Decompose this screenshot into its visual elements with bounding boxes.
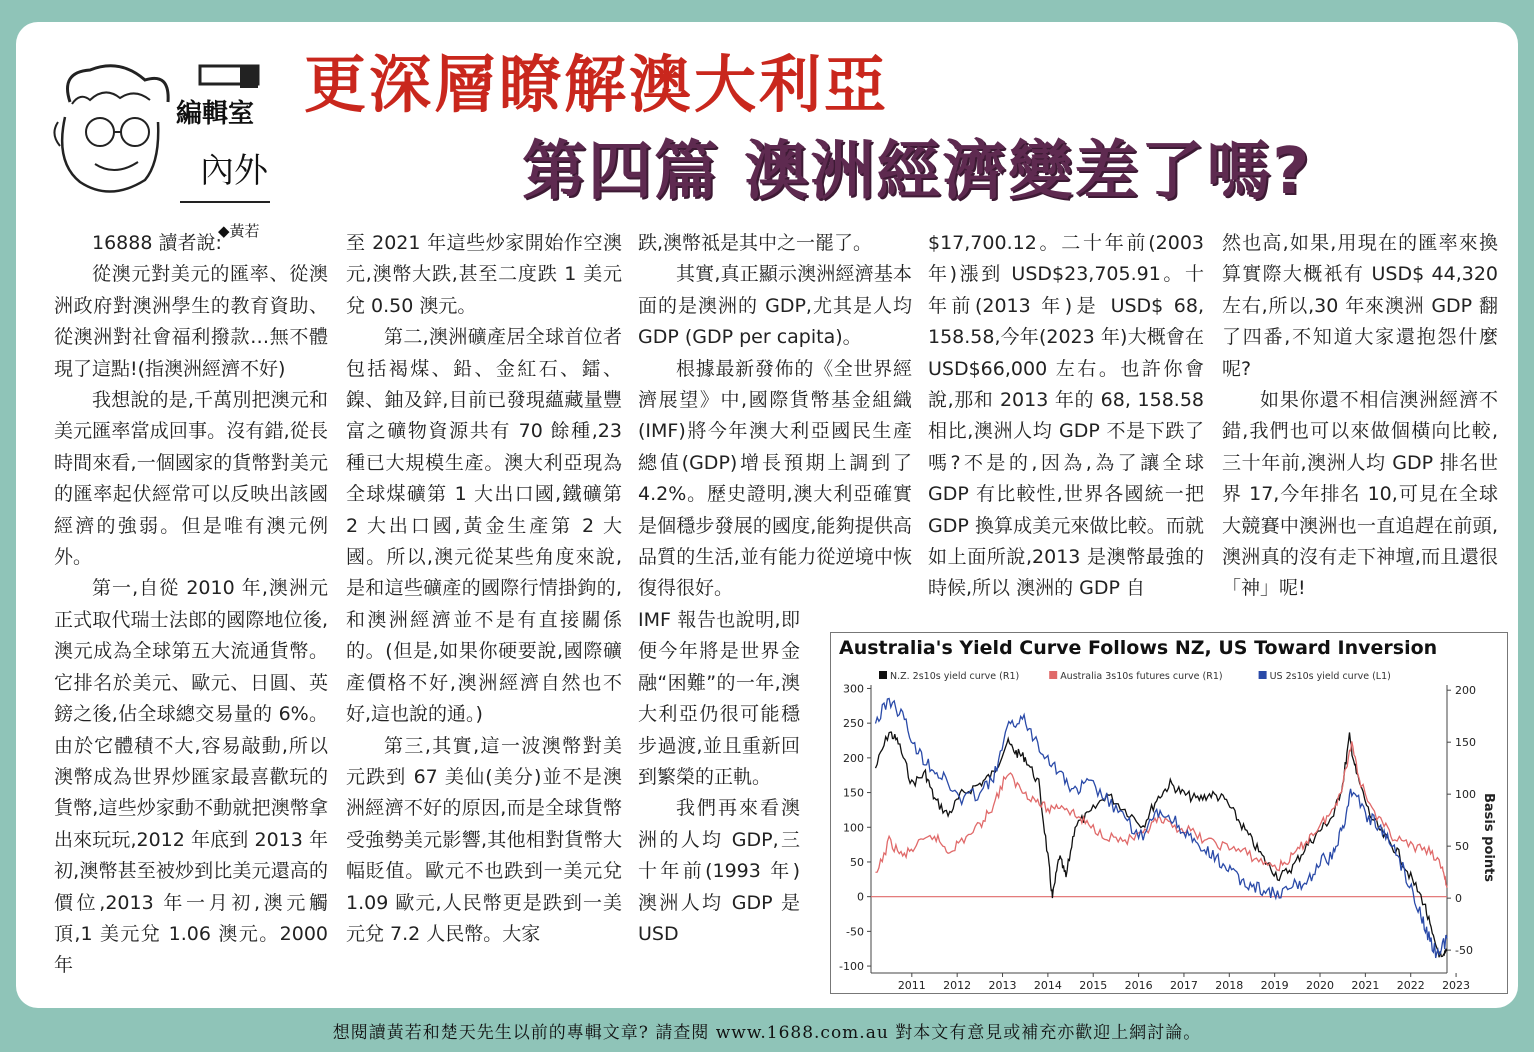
newspaper-page: [16, 22, 1518, 1008]
article-paragraph: 然也高,如果,用現在的匯率來換算實際大概衹有 USD$ 44,320 左右,所以,30 年來澳洲 GDP 翻了四番,不知道大家還抱怨什麼呢?: [1222, 232, 1498, 380]
chart-legend-label: N.Z. 2s10s yield curve (R1): [890, 671, 1020, 682]
chart-left-tick-label: 50: [850, 855, 864, 869]
chart-x-tick-label: 2023: [1442, 979, 1471, 992]
article-paragraph: 至 2021 年這些炒家開始作空澳元,澳幣大跌,甚至二度跌 1 美元兌 0.50 澳元。: [346, 232, 622, 317]
author-name: ◆黃若: [218, 222, 260, 240]
chart-left-tick-label: 200: [843, 751, 864, 765]
chart-x-tick-label: 2016: [1124, 979, 1153, 992]
chart-x-tick-label: 2018: [1215, 979, 1244, 992]
article-paragraph: 第一,自從 2010 年,澳洲元正式取代瑞士法郎的國際地位後,澳元成為全球第五大流通貨幣。它排名於美元、歐元、日圓、英鎊之後,佔全球總交易量的 6%。由於它體積不大,容易敲動,所以澳幣成為世界炒匯家最喜歡玩的貨幣,這些炒家動不動就把澳幣拿出來玩玩,2012 年底到 2013 年初,澳幣甚至被炒到比美元還高的價位,2013 年一月初,澳元觸頂,1 美元兌 1.06 澳元。2000 年: [54, 577, 328, 977]
article-paragraph: 如果你還不相信澳洲經濟不錯,我們也可以來做個橫向比較,三十年前,澳洲人均 GDP 排名世界 17,今年排名 10,可見在全球大競賽中澳洲也一直追趕在前頭,澳洲真的沒有走下神壇,而且還很「神」呢!: [1222, 389, 1498, 600]
article-paragraph: 第三,其實,這一波澳幣對美元跌到 67 美仙(美分)並不是澳洲經濟不好的原因,而是全球貨幣受強勢美元影響,其他相對貨幣大幅貶值。歐元不也跌到一美元兌 1.09 歐元,人民幣更是跌到一美元兌 7.2 人民幣。大家: [346, 734, 622, 945]
article-paragraph: 我們再來看澳洲的人均 GDP,三十年前(1993 年)澳洲人均 GDP 是 USD: [638, 797, 800, 945]
article-paragraph: 其實,真正顯示澳洲經濟基本面的是澳洲的 GDP,尤其是人均 GDP (GDP per capita)。: [638, 263, 912, 349]
chart-x-tick-label: 2020: [1306, 979, 1335, 992]
chart-legend-swatch: [879, 671, 887, 679]
chart-left-tick-label: -100: [839, 960, 864, 974]
chart-left-tick-label: 150: [843, 786, 864, 800]
article-paragraph: 跌,澳幣祗是其中之一罷了。: [638, 232, 873, 254]
chart-left-tick-label: -50: [846, 925, 864, 939]
article-paragraph: 第二,澳洲礦產居全球首位者包括褐煤、鉛、金紅石、鐳、鎳、鈾及鋅,目前已發現蘊藏量豐富之礦物資源共有 70 餘種,23 種已大規模生產。澳大利亞現為全球煤礦第 1 大出口國,鐵礦第 2 大出口國,黃金生產第 2 大國。所以,澳元從某些角度來說,是和這些礦產的國際行情掛鉤的,和澳洲經濟並不是有直接關係的。(但是,如果你硬要說,國際礦產價格不好,澳洲經濟自然也不好,這也說的通。): [346, 326, 622, 726]
chart-left-tick-label: 0: [857, 890, 864, 904]
article-column-3-top: [638, 228, 912, 605]
chart-right-axis-label: Basis points: [1481, 793, 1496, 883]
chart-x-tick-label: 2015: [1079, 979, 1108, 992]
author-caricature: [50, 62, 290, 240]
article-column-1: [54, 228, 328, 982]
chart-series-line: [876, 699, 1448, 959]
article-column-2: [346, 228, 622, 950]
chart-legend-swatch: [1049, 671, 1057, 679]
article-column-3-bottom: [638, 605, 800, 950]
chart-x-tick-label: 2022: [1396, 979, 1425, 992]
chart-left-tick-label: 100: [843, 821, 864, 835]
chart-right-tick-label: 100: [1455, 788, 1476, 802]
chart-right-tick-label: 200: [1455, 684, 1476, 698]
chart-series-line: [876, 732, 1448, 957]
chart-left-tick-label: 300: [843, 682, 864, 696]
chart-x-tick-label: 2017: [1169, 979, 1198, 992]
article-paragraph: 我想說的是,千萬別把澳元和美元匯率當成回事。沒有錯,從長時間來看,一個國家的貨幣對美元的匯率起伏經常可以反映出該國經濟的強弱。但是唯有澳元例外。: [54, 389, 328, 569]
chart-right-tick-label: 150: [1455, 736, 1476, 750]
chart-x-tick-label: 2012: [943, 979, 972, 992]
article-paragraph: 16888 讀者說:: [92, 232, 222, 254]
article-paragraph: $17,700.12。二十年前(2003 年)漲到 USD$23,705.91。十年前(2013 年)是 USD$ 68, 158.58,今年(2023 年)大概會在 USD$66,000 左右。也許你會說,那和 2013 年的 68, 158.58 相比,澳洲人均 GDP 不是下跌了嗎?不是的,因為,為了讓全球 GDP 有比較性,世界各國統一把 GDP 換算成美元來做比較。而就如上面所說,2013 是澳幣最強的時候,所以 澳洲的 GDP 自: [928, 232, 1204, 600]
column-sub: 內外: [200, 151, 268, 191]
chart-right-tick-label: 0: [1455, 892, 1462, 906]
article-paragraph: IMF 報告也說明,即便今年將是世界金融“困難”的一年,澳大利亞仍很可能穩步過渡,並且重新回到繁榮的正軌。: [638, 608, 800, 788]
chart-right-tick-label: 50: [1455, 840, 1469, 854]
chart-x-tick-label: 2021: [1351, 979, 1380, 992]
article-column-5: [1222, 228, 1498, 605]
chart-legend-label: US 2s10s yield curve (L1): [1269, 671, 1391, 682]
footer-note: 想閱讀黃若和楚天先生以前的專輯文章? 請查閱 www.1688.com.au 對本文有意見或補充亦歡迎上網討論。: [332, 1023, 1202, 1043]
article-paragraph: 從澳元對美元的匯率、從澳洲政府對澳洲學生的教育資助、從澳洲對社會福利撥款…無不體現了這點!(指澳洲經濟不好): [54, 263, 328, 380]
subheadline: 第四篇 澳洲經濟變差了嗎?: [522, 135, 1312, 209]
chart-left-tick-label: 250: [843, 717, 864, 731]
chart-legend-swatch: [1259, 671, 1267, 679]
chart-title: Australia's Yield Curve Follows NZ, US Toward Inversion: [839, 637, 1438, 659]
chart-right-tick-label: -50: [1455, 944, 1473, 958]
yield-curve-chart: [830, 632, 1508, 994]
chart-x-tick-label: 2019: [1260, 979, 1289, 992]
article-column-4: [928, 228, 1204, 605]
chart-x-tick-label: 2011: [897, 979, 926, 992]
chart-x-tick-label: 2013: [988, 979, 1017, 992]
chart-plot: [831, 633, 1507, 993]
headline: 更深層瞭解澳大利亞: [304, 48, 890, 121]
chart-legend-label: Australia 3s10s futures curve (R1): [1060, 671, 1223, 682]
column-name: 編輯室: [176, 99, 255, 129]
chart-x-tick-label: 2014: [1033, 979, 1062, 992]
article-paragraph: 根據最新發佈的《全世界經濟展望》中,國際貨幣基金組織(IMF)將今年澳大利亞國民生產總值(GDP)增長預期上調到了 4.2%。歷史證明,澳大利亞確實是個穩步發展的國度,能夠提供高品質的生活,並有能力從逆境中恢復得很好。: [638, 357, 912, 600]
